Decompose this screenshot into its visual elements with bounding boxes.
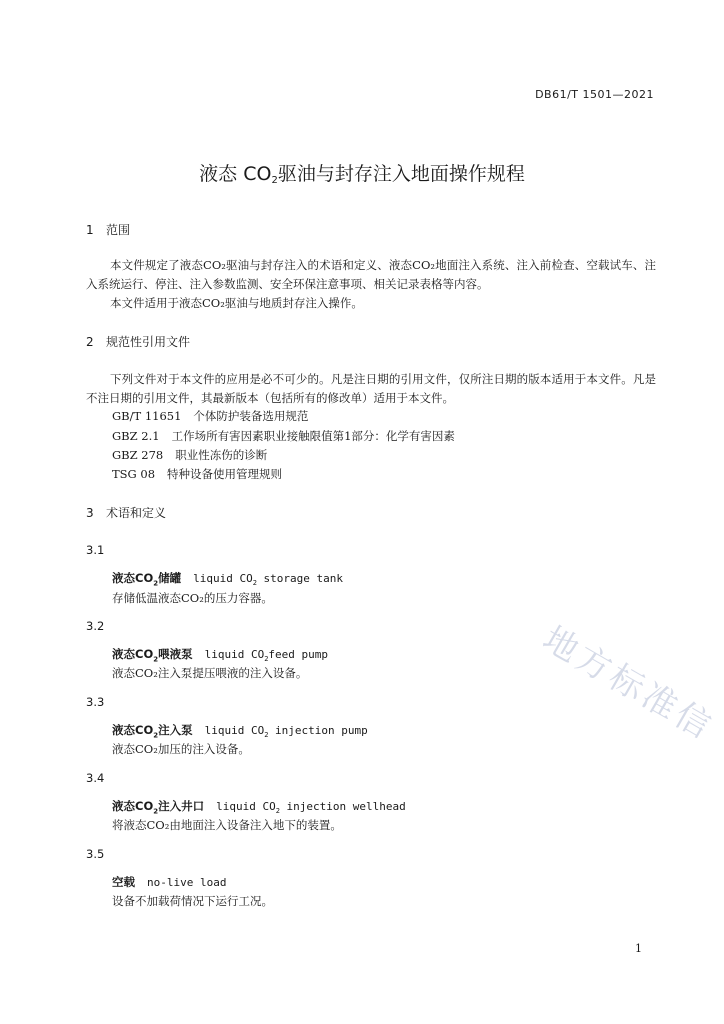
term-zh: 液态$CO_2$储罐 <box>112 571 182 588</box>
term-en: no-live load <box>147 876 227 889</box>
term-en: liquid $CO_2feed$ pump <box>204 648 329 664</box>
term-entry <box>112 722 368 739</box>
term-zh: 液态$CO_2$注入井口 <box>112 799 205 816</box>
scope-paragraph-2: 本文件适用于液态CO₂驱油与地质封存注入操作。 <box>110 296 363 310</box>
section-heading-3 <box>86 504 166 521</box>
reference-item <box>112 466 282 482</box>
section-title: 规范性引用文件 <box>106 335 191 349</box>
title-part1: 液态 CO <box>199 163 272 185</box>
section-title: 术语和定义 <box>106 506 167 520</box>
term-definition: 存储低温液态CO₂的压力容器。 <box>112 591 273 605</box>
term-definition: 液态CO₂加压的注入设备。 <box>112 742 250 756</box>
term-zh: 液态$CO_2$注入泵 <box>112 723 193 740</box>
term-zh: 空载 <box>112 875 135 889</box>
reference-code: GB/T 11651 <box>112 409 182 423</box>
section-heading-1 <box>86 221 130 238</box>
title-subscript: 2 <box>271 175 278 186</box>
term-number: 3.5 <box>86 847 105 861</box>
section-number: 3 <box>86 506 94 520</box>
reference-item <box>112 408 308 424</box>
reference-code: GBZ 2.1 <box>112 429 160 443</box>
term-entry <box>112 798 406 815</box>
reference-code: GBZ 278 <box>112 448 164 462</box>
term-definition: 设备不加载荷情况下运行工况。 <box>112 894 273 908</box>
watermark: 地方标准信 <box>536 618 721 749</box>
title-part2: 驱油与封存注入地面操作规程 <box>277 163 525 185</box>
reference-name: 个体防护装备选用规范 <box>193 409 309 423</box>
scope-paragraph-1: 本文件规定了液态CO₂驱油与封存注入的术语和定义、液态CO₂地面注入系统、注入前检查、空载试车、注入系统运行、停注、注入参数监测、安全环保注意事项、相关记录表格等内容。 <box>86 258 656 291</box>
references-paragraph: 下列文件对于本文件的应用是必不可少的。凡是注日期的引用文件，仅所注日期的版本适用于本文件。凡是不注日期的引用文件，其最新版本（包括所有的修改单）适用于本文件。 <box>86 372 656 405</box>
term-definition: 液态CO₂注入泵提压喂液的注入设备。 <box>112 666 308 680</box>
reference-name: 特种设备使用管理规则 <box>167 467 283 481</box>
term-entry <box>112 646 328 663</box>
section-heading-2 <box>86 333 190 350</box>
term-entry <box>112 570 343 587</box>
section-number: 2 <box>86 335 94 349</box>
reference-name: 工作场所有害因素职业接触限值第1部分：化学有害因素 <box>171 429 455 443</box>
term-entry <box>112 874 226 890</box>
term-zh: 液态$CO_2$喂液泵 <box>112 647 193 664</box>
reference-item <box>112 447 267 463</box>
reference-item <box>112 428 455 444</box>
term-number: 3.4 <box>86 771 105 785</box>
page-number: 1 <box>635 942 642 955</box>
reference-name: 职业性冻伤的诊断 <box>175 448 268 462</box>
standard-code: DB61/T 1501—2021 <box>535 88 654 101</box>
section-number: 1 <box>86 223 94 237</box>
term-number: 3.1 <box>86 543 105 557</box>
term-en: liquid $CO_2$ injection wellhead <box>216 800 406 816</box>
reference-code: TSG 08 <box>112 467 156 481</box>
term-number: 3.3 <box>86 695 105 709</box>
section-title: 范围 <box>106 223 131 237</box>
term-en: liquid $CO_2$ injection pump <box>204 724 368 740</box>
term-number: 3.2 <box>86 619 105 633</box>
term-definition: 将液态CO₂由地面注入设备注入地下的装置。 <box>112 818 342 832</box>
document-title <box>0 159 724 186</box>
term-en: liquid $CO_2$ storage tank <box>193 572 344 588</box>
